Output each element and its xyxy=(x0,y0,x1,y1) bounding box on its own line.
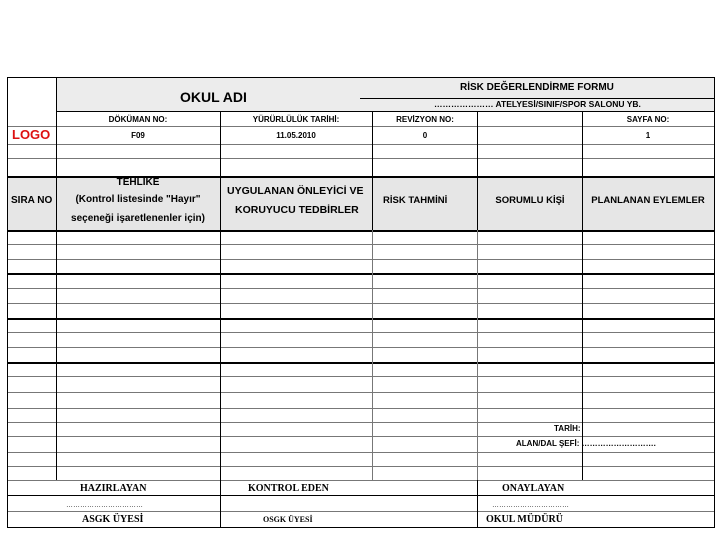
grid-row-line xyxy=(8,158,714,159)
column-header-risk: RİSK TAHMİNİ xyxy=(383,195,448,206)
effective-date-value: 11.05.2010 xyxy=(276,131,316,140)
grid-row-line xyxy=(360,98,714,99)
grid-column-line xyxy=(477,480,478,528)
column-header-sira-no: SIRA NO xyxy=(11,195,53,206)
grid-row-line xyxy=(8,273,714,275)
school-principal-label: OKUL MÜDÜRÜ xyxy=(486,514,563,525)
column-header-sorumlu: SORUMLU KİŞİ xyxy=(495,195,565,206)
date-label: TARİH: xyxy=(554,424,581,433)
grid-row-line xyxy=(8,332,714,333)
grid-row-line xyxy=(8,244,714,245)
grid-row-line xyxy=(8,511,714,512)
grid-column-line xyxy=(477,111,478,230)
column-header-tehlike-note-1: (Kontrol listesinde "Hayır" xyxy=(75,194,201,205)
grid-row-line xyxy=(8,318,714,320)
revision-no-value: 0 xyxy=(422,131,428,140)
grid-column-line xyxy=(372,230,373,480)
grid-row-line xyxy=(8,495,714,496)
grid-row-line xyxy=(8,480,714,481)
osgk-member-label: OSGK ÜYESİ xyxy=(263,515,313,524)
grid-row-line xyxy=(8,259,714,260)
grid-column-line xyxy=(220,111,221,480)
grid-column-line xyxy=(372,111,373,230)
grid-row-line xyxy=(8,230,714,232)
grid-row-line xyxy=(8,303,714,304)
grid-row-line xyxy=(8,126,714,127)
grid-row-line xyxy=(8,288,714,289)
grid-column-line xyxy=(56,78,57,480)
effective-date-label: YÜRÜRLÜLÜK TARİHİ: xyxy=(252,115,340,124)
grid-row-line xyxy=(8,176,714,178)
column-header-tehlike-note-2: seçeneği işaretlenenler için) xyxy=(71,213,205,224)
grid-column-line xyxy=(220,480,221,528)
page-no-value: 1 xyxy=(645,131,651,140)
page-no-label: SAYFA NO: xyxy=(626,115,670,124)
grid-row-line xyxy=(8,376,714,377)
risk-assessment-form xyxy=(7,77,715,528)
column-header-tehlike: TEHLİKE xyxy=(116,177,160,188)
signature-dots-left: …………………………… xyxy=(66,502,143,509)
grid-row-line xyxy=(8,392,714,393)
grid-column-line xyxy=(582,111,583,480)
column-header-planlanan: PLANLANAN EYLEMLER xyxy=(591,195,705,206)
form-title: RİSK DEĞERLENDİRME FORMU xyxy=(460,82,614,93)
document-no-label: DÖKÜMAN NO: xyxy=(108,115,168,124)
department-head-label: ALAN/DAL ŞEFİ: ………………………. xyxy=(516,439,656,448)
checked-by-label: KONTROL EDEN xyxy=(248,483,329,494)
column-header-onleyici: UYGULANAN ÖNLEYİCİ VE xyxy=(227,185,364,197)
grid-row-line xyxy=(8,422,714,423)
grid-row-line xyxy=(8,466,714,467)
school-name: OKUL ADI xyxy=(180,89,247,105)
grid-row-line xyxy=(8,452,714,453)
revision-no-label: REVİZYON NO: xyxy=(396,115,454,124)
document-no-value: F09 xyxy=(131,131,145,140)
grid-row-line xyxy=(8,347,714,348)
form-subtitle: ………………… ATELYESİ/SINIF/SPOR SALONU YB. xyxy=(434,99,641,109)
grid-row-line xyxy=(8,362,714,364)
grid-column-line xyxy=(477,230,478,480)
prepared-by-label: HAZIRLAYAN xyxy=(80,483,147,494)
grid-row-line xyxy=(8,436,714,437)
grid-row-line xyxy=(8,408,714,409)
signature-dots-right: …………………………… xyxy=(492,502,569,509)
grid-row-line xyxy=(56,111,714,112)
grid-row-line xyxy=(8,144,714,145)
logo: LOGO xyxy=(12,127,51,142)
approved-by-label: ONAYLAYAN xyxy=(502,483,565,494)
asgk-member-label: ASGK ÜYESİ xyxy=(82,514,144,525)
column-header-koruyucu: KORUYUCU TEDBİRLER xyxy=(235,204,359,216)
